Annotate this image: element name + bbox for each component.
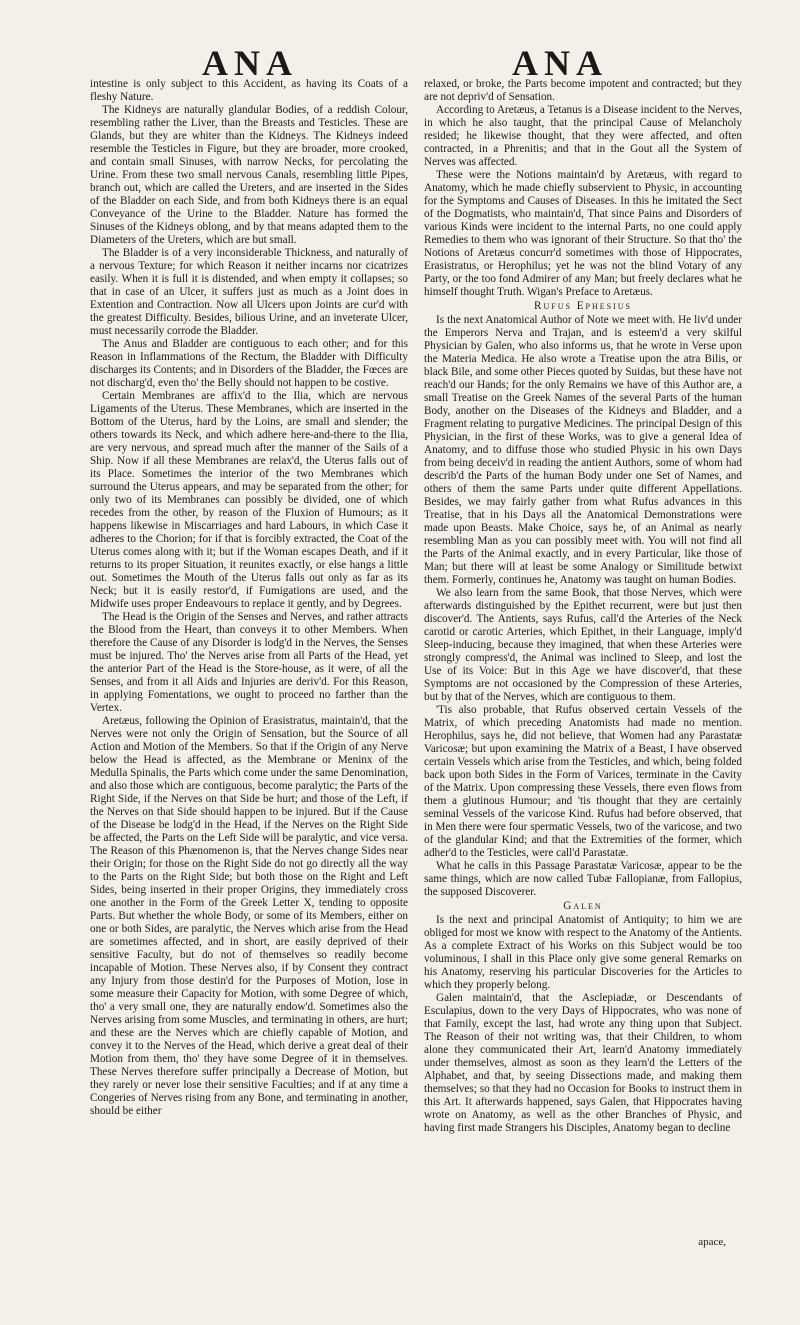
paragraph: intestine is only subject to this Accident, as having its Coats of a fleshy Nature. <box>90 78 408 103</box>
running-head-left: ANA <box>202 43 298 83</box>
section-heading-rufus: Rufus Ephesius <box>534 300 632 312</box>
right-text-column <box>424 78 742 1273</box>
paragraph: We also learn from the same Book, that those Nerves, which were afterwards distinguished by the Epithet recurrent, were but just then discover'd. The Antients, says Rufus, call'd the Arteries of the Neck carotid or carotic Arteries, which Epithet, in their Language, imply'd Sleep-inducing, because they imagined, that when these Arteries were strongly compress'd, the Animal was inclined to Sleep, and lost the Use of its Voice: But in this Age we have discover'd, that these Symptoms are not occasioned by the Compression of these Arteries, but by that of the Nerves, which are contiguous to them. <box>424 587 742 703</box>
paragraph: Certain Membranes are affix'd to the Ilia, which are nervous Ligaments of the Uterus. These Membranes, which are inserted in the Bottom of the Uterus, hard by the Loins, are small and slender; the others towards its Neck, and which adhere here-and-there to the Ilia, are very nervous, and spread much after the manner of the Sails of a Ship. Now if all these Membranes are relax'd, the Uterus falls out of its Place. Sometimes the interior of the two Membranes which surround the Uterus appears, and may be separated from the other; for only two of its Membranes can possibly be divided, one of which recedes from the other, by reason of the Fluxion of Humours; as it happens likewise in Miscarriages and hard Labours, in which Case it adheres to the Chorion; for if that is forcibly extracted, the Coat of the Uterus comes along with it; but if the Woman escapes Death, and if it returns to its proper Situation, it reunites exactly, or else hangs a little out. Sometimes the Mouth of the Uterus falls out only as far as its Neck; but it is easily restor'd, if Fumigations are used, and the Midwife uses proper Endeavours to replace it gently, and by Degrees. <box>90 390 408 610</box>
paragraph: These were the Notions maintain'd by Aretæus, with regard to Anatomy, which he made chiefly subservient to Physic, in accounting for the Symptoms and Causes of Diseases. In this he imitated the Sect of the Dogmatists, who maintain'd, That since Pains and Disorders of various Kinds were incident to the internal Parts, no one could apply Remedies to them who was ignorant of their Structure. So that tho' the Notions of Aretæus concurr'd sometimes with those of Hippocrates, Erasistratus, or Herophilus; yet he was not the blind Votary of any Party, or the too fond Admirer of any Man; but freely declares what he himself thought Truth. Wigan's Preface to Aretæus. <box>424 169 742 298</box>
section-heading-galen: Galen <box>563 900 603 912</box>
running-head-right: ANA <box>512 43 608 83</box>
paragraph: relaxed, or broke, the Parts become impotent and contracted; but they are not depriv'd of Sensation. <box>424 78 742 103</box>
paragraph: What he calls in this Passage Parastatæ Varicosæ, appear to be the same things, which are now called Tubæ Fallopianæ, from Fallopius, the supposed Discoverer. <box>424 860 742 898</box>
paragraph: 'Tis also probable, that Rufus observed certain Vessels of the Matrix, of which preceding Anatomists had made no mention. Herophilus, says he, did not believe, that Women had any Parastatæ Varicosæ; but upon examining the Matrix of a Beast, I have observed certain Vessels which arise from the Testicles, and which, being folded back upon both Sides in the Form of Varices, terminate in the Cavity of the Matrix. Upon compressing these Vessels, there even flows from them a glutinous Humour; and 'tis thought that they are certainly seminal Vessels of the varicose Kind. Rufus had before observed, that in Men there were four spermatic Vessels, two of the varicose, and two of the glandular Kind; and that the Extremities of the former, which adher'd to the Testicles, were call'd Parastatæ. <box>424 704 742 859</box>
paragraph: The Bladder is of a very inconsiderable Thickness, and naturally of a nervous Texture; for which Reason it neither incarns nor cicatrizes easily. When it is full it is distended, and when empty it collapses; so that in case of an Ulcer, it suffers just as much as a Joint does in Extention and Contraction. Now all Ulcers upon Joints are cur'd with the greatest Difficulty. Besides, bilious Urine, and an inveterate Ulcer, must necessarily corrode the Bladder. <box>90 247 408 337</box>
paragraph: Aretæus, following the Opinion of Erasistratus, maintain'd, that the Nerves were not only the Origin of Sensation, but the Source of all Action and Motion of the Members. So that if the Origin of any Nerve below the Head is affected, as the Membrane or Meninx of the Medulla Spinalis, the Parts which come under the same Denomination, and also those which are contiguous, become paralytic; the Parts of the Right Side, if the Nerves on that Side be hurt; and those of the Left, if the Nerves on that Side should happen to be injured. But if the Cause of the Disease be lodg'd in the Head, if the Nerves on the Right Side be affected, the Parts on the Left Side will be paralytic, and vice versa. The Reason of this Phænomenon is, that the Nerves change Sides near their Origin; for those on the Right Side do not go directly all the way to the Parts on the Right Side; but both those on the Right and Left Sides, being inserted in their proper Origins, they immediately cross one another in the Form of the Greek Letter X, tending to opposite Parts. But whether the whole Body, or some of its Members, either on one or both Sides, are paralytic, the Nerves which arise from the Head are sometimes affected, and in short, are easily deprived of their sensitive Faculty, but do not of themselves so readily become incapable of Motion. These Nerves also, if by Consent they contract any Injury from those destin'd for the Purposes of Motion, lose in some measure their Capacity for Motion, with some Degree of which, tho' a very small one, they are naturally endow'd. Sometimes also the Nerves arising from some Muscles, and terminating in others, are hurt; and these are the Nerves which are chiefly capable of Motion, and convey it to the Nerves of the Head, which derive a great deal of their Motion from them, tho' they have some Degree of it in themselves. These Nerves therefore suffer principally a Decrease of Motion, but they rarely or never lose their sensitive Faculties; and if at any time a Congeries of Nerves rising from any Bone, and terminating in another, should be either <box>90 715 408 1117</box>
paragraph: The Anus and Bladder are contiguous to each other; and for this Reason in Inflammations of the Rectum, the Bladder with Difficulty discharges its Contents; and in Disorders of the Bladder, the Fœces are not discharg'd, even tho' the Belly should not happen to be costive. <box>90 338 408 389</box>
paragraph: Is the next Anatomical Author of Note we meet with. He liv'd under the Emperors Nerva and Trajan, and is esteem'd a very skilful Physician by Galen, who also informs us, that he wrote in Verse upon the Materia Medica. He also wrote a Treatise upon the atra Bilis, or black Bile, and some other Pieces quoted by Suidas, but these have not reach'd our Hands; for the only Remains we have of this Author are, a small Treatise on the Greek Names of the several Parts of the human Body, another on the Diseases of the Kidneys and Bladder, and a Fragment relating to purgative Medicines. The principal Design of this Physician, in the first of these Works, was to give a general Idea of Anatomy, and to diffuse those who studied Physic in his own Days from being deceiv'd in reading the antient Authors, some of whom had describ'd the Parts of the human Body under one Set of Names, and others of them the same Parts under quite different Appellations. Besides, we may fairly gather from what Rufus advances in this Treatise, that in his Days all the Anatomical Demonstrations were made upon Beasts. Make Choice, says he, of an Animal as nearly resembling Man as you can possibly meet with. You will not find all the Parts of the Animal exactly, and in every Particular, like those of Man; but there will at least be some Analogy or Similitude betwixt them. Formerly, continues he, Anatomy was taught on human Bodies. <box>424 314 742 586</box>
paragraph: The Kidneys are naturally glandular Bodies, of a reddish Colour, resembling rather the Liver, than the Breasts and Testicles. These are Glands, but they are whiter than the Kidneys. The Kidneys indeed resemble the Testicles in Figure, but they are broader, more crooked, and contain small Sinuses, with narrow Necks, for percolating the Urine. From these two small nervous Canals, resembling little Pipes, branch out, which are called the Ureters, and are inserted in the Sides of the Bladder on each Side, and from both Kidneys there is an equal Conveyance of the Urine to the Bladder. Nature has formed the Sinuses of the Kidneys oblong, and by that means adapted them to the Diameters of the Ureters, which are but small. <box>90 104 408 246</box>
paragraph: According to Aretæus, a Tetanus is a Disease incident to the Nerves, in which he also taught, that the principal Cause of Melancholy resided; he likewise thought, that they were affected, and often contracted, in a Phrenitis; and that in the Gout all the System of Nerves was affected. <box>424 104 742 168</box>
catchword: apace, <box>698 1236 726 1248</box>
left-text-column <box>90 78 408 1273</box>
paragraph: The Head is the Origin of the Senses and Nerves, and rather attracts the Blood from the Heart, than conveys it to other Members. When therefore the Cause of any Disorder is lodg'd in the Nerves, the Senses must be injured. Tho' the Nerves arise from all Parts of the Head, yet the anterior Part of the Head is the Store-house, as it were, of all the Senses, and from it all Aids and Injuries are deriv'd. For this Reason, in applying Fomentations, we ought to proceed no farther than the Vertex. <box>90 611 408 714</box>
paragraph: Is the next and principal Anatomist of Antiquity; to him we are obliged for most we know with respect to the Anatomy of the Antients. As a complete Extract of his Works on this Subject would be too voluminous, I shall in this Place only give some general Remarks on his Anatomy, reserving his particular Discoveries for the Articles to which they properly belong. <box>424 914 742 991</box>
paragraph: Galen maintain'd, that the Asclepiadæ, or Descendants of Esculapius, down to the very Days of Hippocrates, who was none of that Family, except the last, had wrote any thing upon that Subject. The Reason of their not writing was, that their Children, to whom alone they communicated their Art, learn'd Anatomy immediately under themselves, almost as soon as they learn'd the Letters of the Alphabet, and that, by seeing Dissections made, and making them themselves; so that they had no Occasion for Books to instruct them in this Art. It afterwards happened, says Galen, that Hippocrates having wrote on Anatomy, as well as the other Branches of Physic, and having first made Strangers his Disciples, Anatomy began to decline <box>424 992 742 1134</box>
